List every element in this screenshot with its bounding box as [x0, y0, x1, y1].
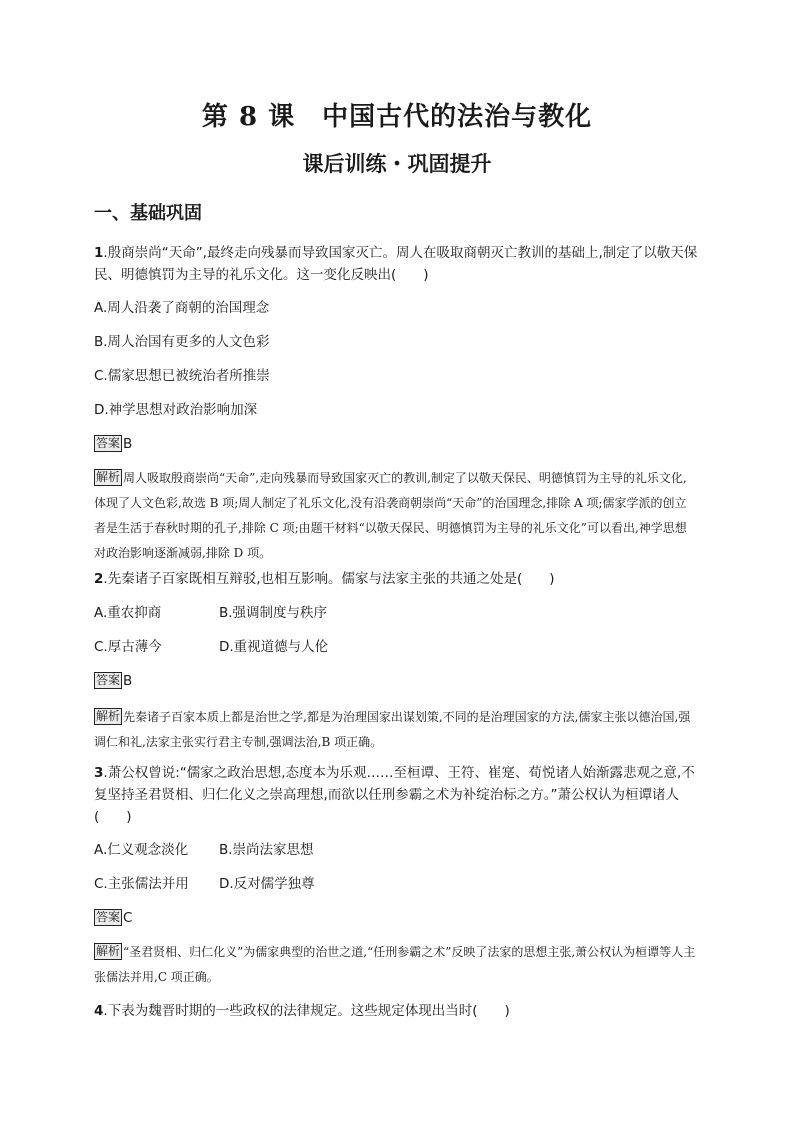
question-1-answer: [94, 434, 132, 454]
question-3-option-b: B.崇尚法家思想: [219, 842, 314, 858]
question-text: .殷商崇尚“天命”,最终走向残暴而导致国家灭亡。周人在吸取商朝灭亡教训的基础上,制定了以敬天保民、明德慎罚为主导的礼乐文化。这一变化反映出( ): [94, 245, 698, 283]
explain-tag: 解析: [96, 944, 121, 958]
exercise-subtitle: 课后训练・巩固提升: [302, 151, 492, 176]
question-3-explanation: [94, 940, 698, 990]
question-2-answer: [94, 671, 132, 691]
explain-tag: 解析: [96, 709, 121, 723]
answer-value: B: [123, 673, 133, 689]
answer-tag: 答案: [96, 673, 121, 687]
question-2-option-d: D.重视道德与人伦: [219, 639, 329, 655]
question-3-option-d: D.反对儒学独尊: [219, 876, 315, 892]
question-2-option-a: A.重农抑商: [94, 605, 162, 621]
question-1-option-b: B.周人治国有更多的人文色彩: [94, 334, 270, 350]
question-text: .先秦诸子百家既相互辩驳,也相互影响。儒家与法家主张的共通之处是( ): [103, 571, 555, 587]
question-number: 2: [94, 571, 104, 587]
question-2-stem: [94, 568, 704, 590]
question-2-explanation: [94, 705, 698, 755]
question-number: 1: [94, 245, 104, 261]
explanation-text: “圣君贤相、归仁化义”为儒家典型的治世之道,“任刑参霸之术”反映了法家的思想主张,萧公权认为桓谭等人主张儒法并用,C 项正确。: [94, 945, 696, 984]
question-3-answer: [94, 908, 132, 928]
question-3-option-a: A.仁义观念淡化: [94, 842, 189, 858]
question-text: .萧公权曾说:“儒家之政治思想,态度本为乐观……至桓谭、王符、崔寔、荀悦诸人始渐露悲观之意,不复坚持圣君贤相、归仁化义之崇高理想,而欲以任刑参霸之术为补绽治标之方。”萧公权认为桓谭诸人( ): [94, 765, 695, 825]
explanation-text: 先秦诸子百家本质上都是治世之学,都是为治理国家出谋划策,不同的是治理国家的方法,儒家主张以德治国,强调仁和礼,法家主张实行君主专制,强调法治,B 项正确。: [94, 710, 691, 749]
question-1-explanation: [94, 466, 698, 566]
question-2-option-b: B.强调制度与秩序: [219, 605, 328, 621]
explanation-text: 周人吸取殷商崇尚“天命”,走向残暴而导致国家灭亡的教训,制定了以敬天保民、明德慎罚为主导的礼乐文化,体现了人文色彩,故选 B 项;周人制定了礼乐文化,没有沿袭商朝崇尚“天命”的治国理念,排除 A 项;儒家学派的创立者是生活于春秋时期的孔子,排除 C 项;由题干材料“以敬天保民、明德慎罚为主导的礼乐文化”可以看出,神学思想对政治影响逐渐减弱,排除 D 项。: [94, 471, 687, 560]
answer-value: C: [123, 910, 133, 926]
question-text: .下表为魏晋时期的一些政权的法律规定。这些规定体现出当时( ): [103, 1003, 510, 1019]
answer-tag: 答案: [96, 436, 121, 450]
answer-tag: 答案: [96, 910, 121, 924]
question-1-option-a: A.周人沿袭了商朝的治国理念: [94, 300, 270, 316]
question-3-stem: [94, 762, 704, 828]
question-3-option-c: C.主张儒法并用: [94, 876, 189, 892]
question-4-stem: [94, 1000, 704, 1022]
question-1-stem: [94, 242, 704, 286]
lesson-title: 第 8 课 中国古代的法治与教化: [201, 102, 593, 132]
question-1-option-d: D.神学思想对政治影响加深: [94, 402, 258, 418]
explain-tag: 解析: [96, 470, 121, 484]
answer-value: B: [123, 436, 133, 452]
section-heading: 一、基础巩固: [94, 203, 202, 224]
question-2-option-c: C.厚古薄今: [94, 639, 162, 655]
question-number: 3: [94, 765, 104, 781]
question-number: 4: [94, 1003, 104, 1019]
question-1-option-c: C.儒家思想已被统治者所推崇: [94, 368, 270, 384]
